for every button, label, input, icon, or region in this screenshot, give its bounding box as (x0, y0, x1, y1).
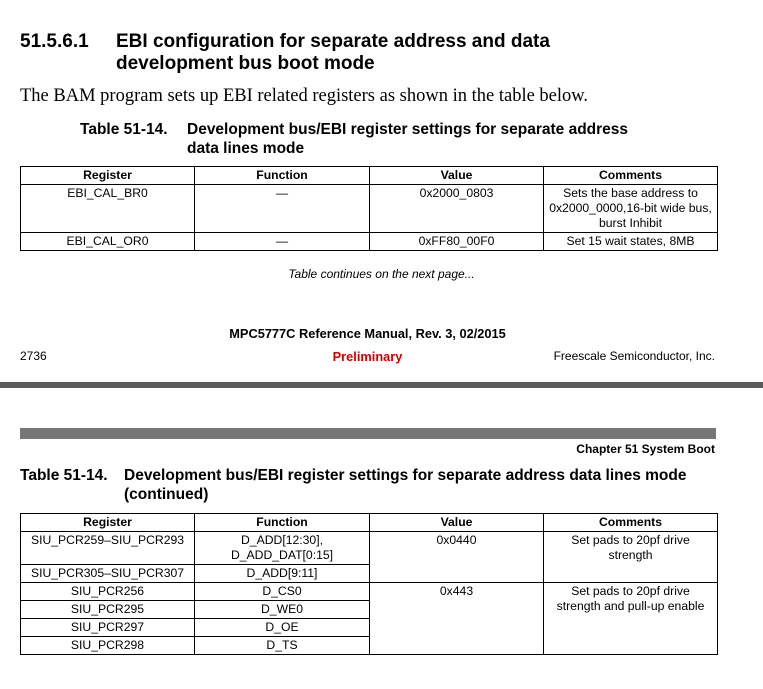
comment-line: strength and pull-up enable (556, 599, 705, 613)
register-cell: SIU_PCR295 (21, 601, 195, 619)
value-cell: 0x2000_0803 (370, 185, 544, 233)
function-line: D_ADD_DAT[0:15] (230, 548, 334, 562)
table2-caption (20, 466, 750, 506)
register-cell: SIU_PCR305–SIU_PCR307 (21, 565, 195, 583)
table2-title (124, 466, 686, 504)
register-cell: SIU_PCR298 (21, 637, 195, 655)
table1-header-value: Value (370, 167, 544, 185)
value-cell: 0xFF80_00F0 (370, 233, 544, 251)
footer-vendor: Freescale Semiconductor, Inc. (553, 349, 715, 363)
table2-header-function: Function (195, 514, 370, 532)
comments-cell (544, 532, 718, 583)
comment-line: Sets the base address to (563, 186, 698, 200)
table2-header-value: Value (370, 514, 544, 532)
comment-line: Set pads to 20pf drive (571, 533, 690, 547)
value-cell: 0x0440 (370, 532, 544, 583)
table1-caption (80, 120, 720, 160)
function-cell: — (195, 233, 370, 251)
table1 (20, 166, 718, 251)
register-cell: EBI_CAL_BR0 (21, 185, 195, 233)
table-row (21, 233, 718, 251)
function-cell: — (195, 185, 370, 233)
function-cell: D_CS0 (195, 583, 370, 601)
table-row (21, 532, 718, 565)
table2-header-register: Register (21, 514, 195, 532)
function-cell: D_WE0 (195, 601, 370, 619)
register-cell: SIU_PCR259–SIU_PCR293 (21, 532, 195, 565)
table-row (21, 583, 718, 601)
table1-title-line1: Development bus/EBI register settings for separate address (187, 121, 629, 138)
table2-header-comments: Comments (544, 514, 718, 532)
page-break-divider (0, 382, 763, 388)
table2 (20, 513, 718, 655)
section-title-line2: development bus boot mode (116, 53, 375, 74)
footer-manual-title: MPC5777C Reference Manual, Rev. 3, 02/2015 (229, 326, 506, 341)
section-title-line1: EBI configuration for separate address and data (116, 31, 550, 52)
value-cell: 0x443 (370, 583, 544, 655)
comment-line: burst Inhibit (598, 216, 662, 230)
comments-cell (544, 185, 718, 233)
comment-line: Set pads to 20pf drive (571, 584, 690, 598)
table1-label: Table 51-14. (80, 121, 168, 138)
function-cell: D_TS (195, 637, 370, 655)
table1-header-row (21, 167, 718, 185)
intro-paragraph: The BAM program sets up EBI related registers as shown in the table below. (20, 86, 589, 106)
comment-line: 0x2000_0000,16-bit wide bus, (549, 201, 712, 215)
table-continues-note: Table continues on the next page... (288, 267, 475, 281)
comment-line: strength (608, 548, 653, 562)
section-title (116, 31, 676, 75)
table1-title-line2: data lines mode (187, 140, 305, 157)
function-cell: D_OE (195, 619, 370, 637)
table2-title-line1: Development bus/EBI register settings for separate address data lines mode (124, 467, 687, 484)
function-line: D_ADD[12:30], (241, 533, 323, 547)
function-cell: D_ADD[9:11] (195, 565, 370, 583)
register-cell: SIU_PCR256 (21, 583, 195, 601)
footer-preliminary: Preliminary (332, 349, 403, 364)
comments-cell: Set 15 wait states, 8MB (544, 233, 718, 251)
table2-header-row (21, 514, 718, 532)
comments-cell (544, 583, 718, 655)
table2-label: Table 51-14. (20, 467, 108, 484)
table1-title (187, 120, 628, 158)
chapter-header-bar (20, 428, 716, 439)
register-cell: EBI_CAL_OR0 (21, 233, 195, 251)
section-number: 51.5.6.1 (20, 31, 89, 52)
chapter-header: Chapter 51 System Boot (576, 442, 715, 456)
table1-header-register: Register (21, 167, 195, 185)
table2-title-line2: (continued) (124, 486, 209, 503)
table1-header-function: Function (195, 167, 370, 185)
register-cell: SIU_PCR297 (21, 619, 195, 637)
footer-page-number: 2736 (20, 349, 47, 363)
function-cell (195, 532, 370, 565)
table1-header-comments: Comments (544, 167, 718, 185)
table-row (21, 185, 718, 233)
